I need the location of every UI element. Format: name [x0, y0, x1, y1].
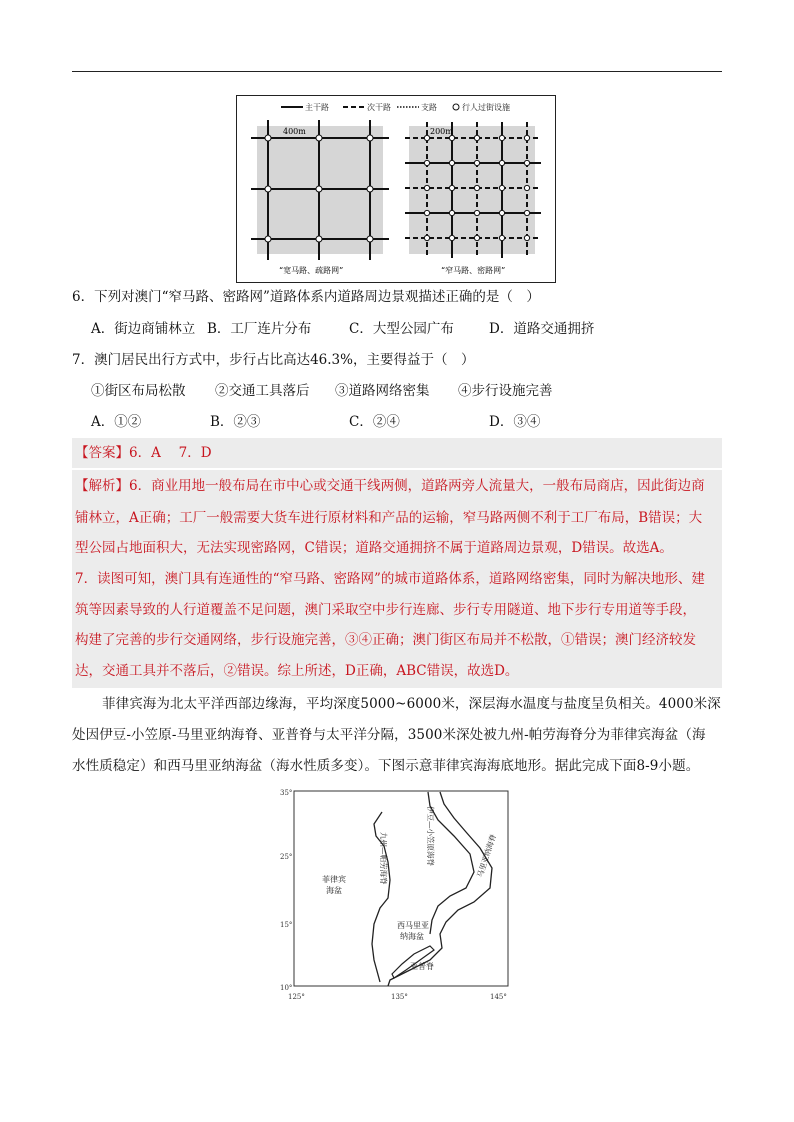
answer-line: [75, 443, 212, 463]
q6-option-c: C．大型公园广布: [349, 321, 454, 337]
analysis-line-3: 型公园占地面积大，无法实现密路网，C错误；道路交通拥挤不属于道路周边景观，D错误。故选A。: [75, 540, 673, 556]
q7-item-3: ③道路网络密集: [335, 383, 430, 399]
answer-label: 【答案】: [75, 445, 129, 461]
left-caption: “宽马路、疏路网”: [279, 266, 344, 275]
x-tick-125: 125°: [288, 993, 305, 1001]
philippine-basin-label-1: 菲律宾: [322, 875, 346, 884]
question-7-stem: 7．澳门居民出行方式中，步行占比高达46.3%，主要得益于（ ）: [72, 352, 475, 368]
y-tick-35: 35°: [280, 789, 293, 797]
q6-option-b: B．工厂连片分布: [207, 321, 312, 337]
analysis-label: 【解析】: [75, 478, 129, 494]
analysis-line-4: 7．读图可知，澳门具有连通性的“窄马路、密路网”的城市道路体系，道路网络密集，同时为解决地形、建: [75, 571, 705, 587]
q7-item-1: ①街区布局松散: [91, 383, 186, 399]
q6-option-d: D．道路交通拥挤: [489, 321, 595, 337]
legend-main-road: 主干路: [305, 103, 329, 112]
passage-line-2: 处因伊豆-小笠原-马里亚纳海脊、亚普脊与太平洋分隔，3500米深处被九州-帕劳海脊分为菲律宾海盆（海: [72, 727, 706, 743]
west-mariana-label-1: 西马里亚: [397, 921, 429, 930]
q7-option-c: C．②④: [349, 414, 400, 430]
x-tick-135: 135°: [391, 993, 408, 1001]
legend-crossing: 行人过街设施: [462, 103, 510, 112]
road-network-figure: [236, 95, 556, 283]
legend-branch-road: 支路: [421, 103, 437, 112]
analysis-line-7: 达，交通工具并不落后，②错误。综上所述，D正确，ABC错误，故选D。: [75, 663, 519, 679]
y-tick-15: 15°: [280, 921, 293, 929]
q7-option-d: D．③④: [489, 414, 541, 430]
philippine-basin-label-2: 海盆: [326, 886, 342, 895]
analysis-line-5: 筑等因素导致的人行道覆盖不足问题，澳门采取空中步行连廊、步行专用隧道、地下步行专用道等手段，: [75, 602, 696, 618]
kyushu-palau-label: 九州—帕劳海脊: [379, 832, 388, 885]
right-scale-label: 200m: [430, 127, 453, 136]
legend-crossing-icon: [453, 104, 459, 110]
west-mariana-label-2: 纳海盆: [400, 932, 424, 941]
analysis-line-6: 构建了完善的步行交通网络，步行设施完善，③④正确；澳门街区布局并不松散，①错误；澳门经济较发: [75, 632, 696, 648]
right-caption: “窄马路、密路网”: [441, 266, 506, 275]
passage-line-3: 水性质稳定）和西马里亚纳海盆（海水性质多变）。下图示意菲律宾海海底地形。据此完成下面8-9小题。: [72, 758, 700, 774]
izu-ogasawara-label: 伊豆—小笠原海脊: [426, 806, 435, 866]
q6-option-a: A．街边商铺林立: [91, 321, 196, 337]
header-rule: [72, 71, 722, 72]
y-tick-10: 10°: [280, 984, 293, 992]
road-network-svg: [237, 96, 555, 282]
analysis-text-1: 6．商业用地一般布局在市中心或交通干线两侧，道路两旁人流量大，一般布局商店，因此街边商: [129, 478, 705, 494]
q7-option-b: B．②③: [210, 414, 261, 430]
q7-option-a: A．①②: [91, 414, 142, 430]
passage-line-1: 菲律宾海为北太平洋西部边缘海，平均深度5000~6000米，深层海水温度与盐度呈负相关。4000米深: [102, 696, 721, 712]
left-scale-label: 400m: [283, 127, 306, 136]
question-6-stem: 6．下列对澳门“窄马路、密路网”道路体系内道路周边景观描述正确的是（ ）: [72, 289, 540, 305]
analysis-line-1: [75, 476, 705, 496]
analysis-line-2: 铺林立，A正确；工厂一般需要大货车进行原材料和产品的运输，窄马路两侧不利于工厂布局，B错误；大: [75, 510, 703, 526]
x-tick-145: 145°: [490, 993, 507, 1001]
q7-item-4: ④步行设施完善: [458, 383, 553, 399]
legend-secondary-road: 次干路: [367, 103, 391, 112]
answer-text: 6．A 7．D: [129, 445, 212, 461]
philippine-sea-map-svg: [270, 784, 520, 1010]
y-tick-25: 25°: [280, 853, 293, 861]
mariana-ridge-label: 马里亚纳海脊: [475, 833, 498, 879]
yap-ridge-label: 亚普脊: [410, 962, 434, 971]
philippine-sea-map: [270, 784, 520, 1010]
q7-item-2: ②交通工具落后: [215, 383, 310, 399]
